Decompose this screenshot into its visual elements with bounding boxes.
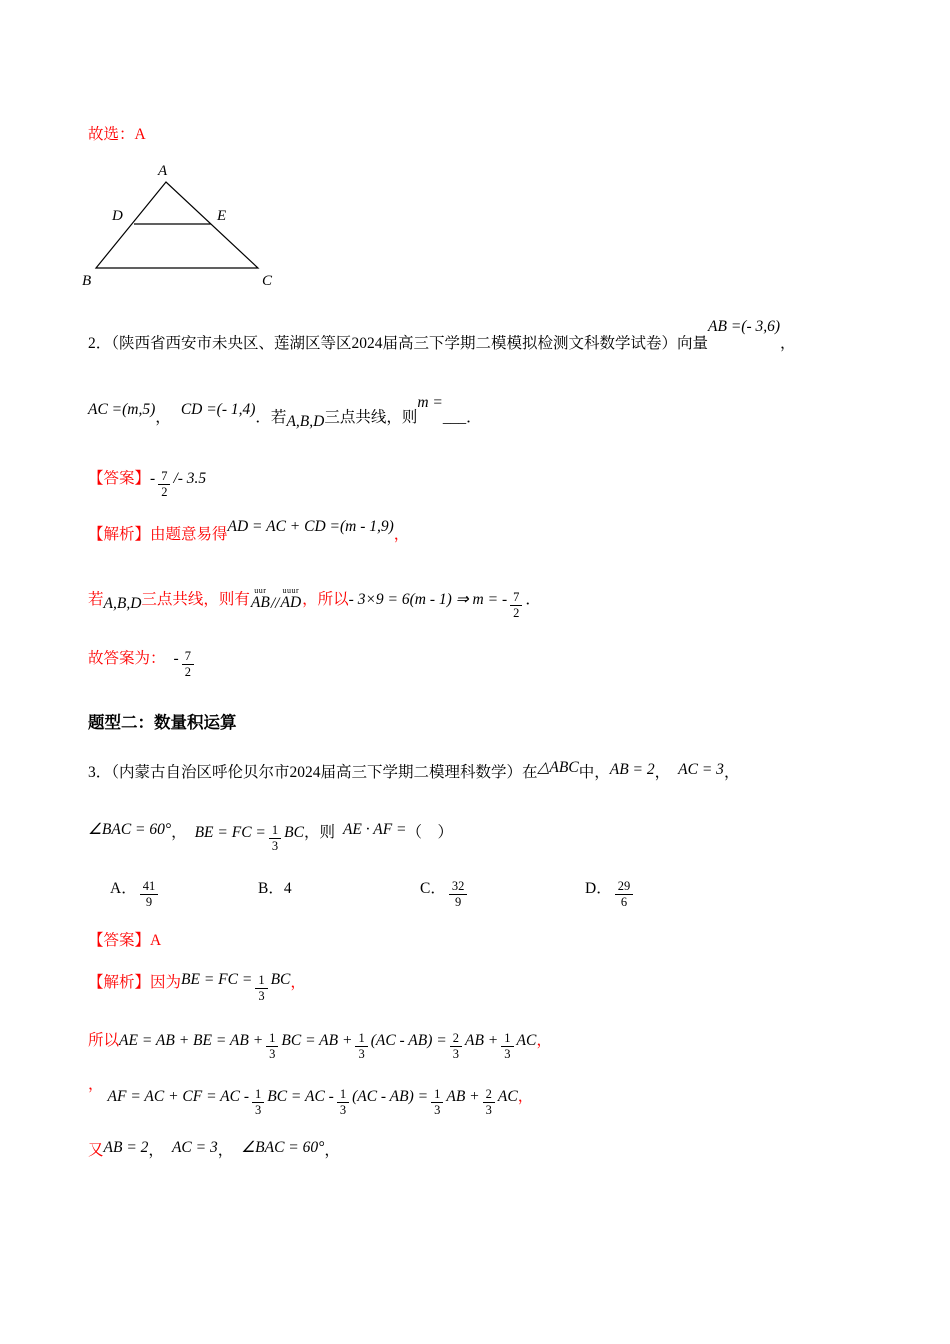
fraction-numerator: 7	[184, 649, 191, 663]
fraction-denominator: 3	[255, 988, 267, 1003]
math-triangle-ABC: △ABC	[537, 759, 579, 776]
math-AF-expansion: AF = AC + CF = AC -	[107, 1088, 249, 1105]
fraction-denominator: 3	[252, 1102, 264, 1117]
math-BE-FC: BE = FC =	[181, 971, 253, 988]
fraction-denominator: 3	[337, 1102, 349, 1117]
fraction-numerator: 2	[485, 1087, 492, 1101]
triangle-outline	[96, 182, 258, 268]
option-B	[258, 878, 292, 900]
analysis-text: 所以	[88, 1032, 120, 1049]
vertex-label-C: C	[262, 273, 273, 289]
fraction-numerator: 1	[254, 1087, 262, 1101]
fraction	[252, 1088, 264, 1117]
comma: ，	[171, 824, 187, 841]
comma: ，	[393, 526, 410, 543]
fraction-denominator: 9	[140, 894, 159, 909]
fraction-denominator: 3	[431, 1102, 443, 1117]
answer-choice-line	[88, 124, 146, 146]
option-A-label: A．	[110, 880, 137, 897]
triangle-figure	[78, 160, 290, 292]
math-points-ABD: A,B,D	[103, 595, 142, 612]
question-2-analysis-line-2	[88, 585, 541, 620]
question-3-stem-line-2	[88, 822, 453, 853]
fraction	[501, 1032, 513, 1061]
math-BC: BC	[270, 971, 291, 988]
analysis-label: 【解析】因为	[88, 974, 182, 991]
comma: ，	[290, 974, 306, 991]
fraction	[140, 880, 159, 909]
stem-text: ．若	[255, 409, 287, 426]
comma: ，	[155, 409, 171, 426]
fraction-numerator: 41	[142, 879, 156, 893]
fraction-numerator: 1	[358, 1031, 365, 1045]
vector-base-AD: AD	[280, 594, 302, 611]
question-3-analysis-line-4	[88, 1140, 340, 1162]
math-AD-equation: AD = AC + CD =(m - 1,9)	[227, 518, 394, 535]
math-AE-expansion: AB +	[464, 1032, 499, 1049]
math-AE-expansion: AC	[516, 1032, 537, 1049]
fraction-numerator: 1	[269, 1031, 276, 1045]
answer-label: 【答案】A	[88, 932, 162, 949]
option-B-label: B．4	[258, 880, 292, 897]
comma: ，	[217, 1142, 234, 1159]
fraction-denominator: 6	[615, 894, 634, 909]
math-AB-equals-2: AB = 2	[103, 1139, 149, 1156]
fraction	[269, 824, 281, 853]
fraction-denominator: 2	[182, 664, 194, 679]
question-3-answer-line	[88, 930, 161, 952]
math-vector-AC-definition: AC =(m,5)	[88, 401, 156, 418]
comma: ，	[517, 1088, 534, 1105]
fraction	[355, 1032, 367, 1061]
answer-label: 【答案】	[88, 470, 151, 487]
section-heading: 题型二：数量积运算	[88, 714, 237, 732]
question-3-analysis-line-2	[88, 1030, 552, 1061]
math-angle-BAC: ∠BAC = 60°	[88, 821, 172, 838]
math-vector-AB-definition: AB =(- 3,6)	[708, 318, 781, 335]
fraction-denominator: 3	[450, 1046, 462, 1061]
math-AF-expansion: BC = AC -	[267, 1088, 334, 1105]
fraction-denominator: 3	[269, 838, 281, 853]
fraction-numerator: 1	[271, 823, 279, 837]
fraction-denominator: 3	[501, 1046, 513, 1061]
question-3-analysis-line-1	[88, 972, 306, 1003]
option-A	[110, 878, 161, 909]
fraction	[449, 880, 468, 909]
comma: ，	[780, 335, 796, 352]
math-BC: BC	[284, 824, 304, 841]
option-D-label: D．	[585, 880, 612, 897]
choice-parentheses: （ ）	[406, 824, 454, 841]
fraction-denominator: 9	[449, 894, 468, 909]
fraction-denominator: 2	[510, 605, 522, 620]
math-points-ABD: A,B,D	[286, 413, 325, 430]
stem-text: 三点共线，则	[324, 409, 418, 426]
period: ．	[525, 591, 541, 608]
parallel-slashes: //	[270, 595, 280, 612]
fraction	[158, 470, 170, 499]
question-2-stem-text: 2．（陕西省西安市未央区、莲湖区等区2024届高三下学期二模模拟检测文科数学试卷）向量	[88, 335, 709, 352]
comma: ，	[654, 764, 671, 781]
comma: ，	[536, 1032, 552, 1049]
vector-AB-with-arrow	[251, 588, 270, 611]
fraction-numerator: 7	[161, 469, 168, 483]
fraction	[266, 1032, 278, 1061]
fraction	[337, 1088, 349, 1117]
stem-text: ，则	[303, 824, 335, 841]
math-m-equals: m =	[417, 394, 443, 411]
fill-in-blank: ___．	[442, 409, 482, 426]
math-AC-equals-3: AC = 3	[678, 761, 724, 778]
stem-text: 中，	[578, 764, 610, 781]
math-BE-FC: BE = FC =	[194, 824, 266, 841]
fraction	[510, 591, 522, 620]
fraction-denominator: 3	[483, 1102, 495, 1117]
comma: ，	[723, 764, 740, 781]
fraction-numerator: 1	[258, 973, 265, 987]
math-AF-expansion: (AC - AB) =	[352, 1088, 429, 1105]
vector-arrow-glyph: uur	[254, 588, 267, 595]
question-3-stem-line-1	[88, 759, 740, 784]
fraction-numerator: 1	[434, 1087, 441, 1101]
analysis-text: 若	[88, 591, 104, 608]
question-2-answer-line	[88, 468, 206, 499]
math-solve-equation: - 3×9 = 6(m - 1) ⇒ m = -	[348, 591, 508, 608]
comma: ，	[148, 1142, 164, 1159]
option-C	[420, 878, 470, 909]
question-3-analysis-line-3	[88, 1076, 534, 1117]
analysis-label: 【解析】由题意易得	[88, 526, 228, 543]
option-C-label: C．	[420, 880, 446, 897]
vertex-label-A: A	[158, 163, 168, 179]
alternate-answer: /- 3.5	[173, 470, 207, 487]
math-AE-expansion: BC = AB +	[281, 1032, 353, 1049]
fraction	[255, 974, 267, 1003]
vertex-label-E: E	[217, 208, 227, 224]
question-2-stem-line-2	[88, 394, 482, 430]
math-AE-dot-AF: AE · AF =	[342, 821, 407, 838]
fraction	[615, 880, 634, 909]
math-angle-BAC: ∠BAC = 60°	[241, 1139, 325, 1156]
minus-sign: -	[150, 470, 156, 487]
fraction-numerator: 1	[339, 1087, 347, 1101]
fraction-denominator: 3	[266, 1046, 278, 1061]
fraction-numerator: 1	[504, 1031, 511, 1045]
question-2-stem-line-1	[88, 318, 796, 355]
leading-comma: ，	[88, 1076, 104, 1093]
question-3-stem-text: 3．（内蒙古自治区呼伦贝尔市2024届高三下学期二模理科数学）在	[88, 764, 538, 781]
fraction-denominator: 2	[158, 484, 170, 499]
fraction	[483, 1088, 495, 1117]
math-vector-CD-definition: CD =(- 1,4)	[180, 401, 256, 418]
math-AC-equals-3: AC = 3	[171, 1139, 218, 1156]
vector-AD-with-arrow	[280, 588, 301, 611]
fraction-denominator: 3	[355, 1046, 367, 1061]
vector-arrow-glyph: uuur	[282, 588, 300, 595]
question-2-conclusion-line	[88, 648, 197, 679]
vertex-label-B: B	[82, 273, 92, 289]
math-AE-expansion: AE = AB + BE = AB +	[119, 1032, 264, 1049]
fraction-numerator: 29	[617, 879, 631, 893]
conclusion-text: 故答案为：	[88, 650, 166, 667]
minus-sign: -	[173, 650, 179, 667]
fraction-numerator: 7	[513, 590, 520, 604]
fraction-numerator: 2	[452, 1031, 459, 1045]
analysis-text: 又	[88, 1142, 104, 1159]
fraction	[431, 1088, 443, 1117]
math-AF-expansion: AC	[497, 1088, 518, 1105]
vector-base-AB: AB	[250, 594, 270, 611]
fraction-numerator: 32	[451, 879, 465, 893]
math-AB-equals-2: AB = 2	[609, 761, 655, 778]
answer-choice-text: 故选：A	[88, 126, 146, 143]
comma: ，	[324, 1142, 340, 1159]
analysis-text: ，所以	[302, 591, 349, 608]
question-2-analysis-line-1	[88, 518, 410, 546]
math-AE-expansion: (AC - AB) =	[370, 1032, 447, 1049]
fraction	[450, 1032, 462, 1061]
fraction	[182, 650, 194, 679]
analysis-text: 三点共线，则有	[141, 591, 250, 608]
option-D	[585, 878, 636, 909]
math-AF-expansion: AB +	[446, 1088, 480, 1105]
vertex-label-D: D	[112, 208, 123, 224]
